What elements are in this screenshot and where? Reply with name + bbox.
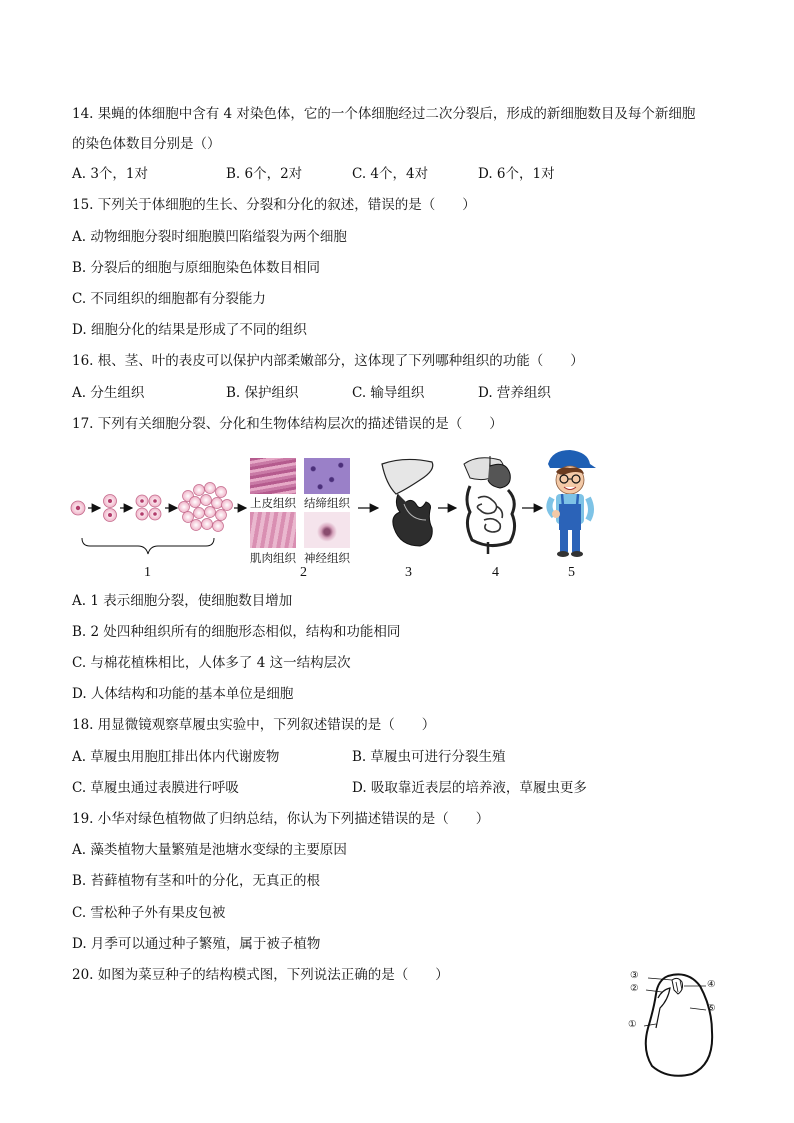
label-nerve-tissue: 神经组织	[304, 551, 350, 565]
label-connective-tissue: 结缔组织	[304, 496, 350, 510]
q18-option-b: B. 草履虫可进行分裂生殖	[352, 749, 506, 765]
seed-label-3: ③	[630, 970, 639, 981]
q14-stem-line1: 14. 果蝇的体细胞中含有 4 对染色体，它的一个体细胞经过二次分裂后，形成的新细胞数目及每个新细胞	[72, 106, 696, 122]
q16-option-b: B. 保护组织	[226, 385, 299, 401]
epithelial-tissue-image	[250, 458, 296, 494]
q14-option-a: A. 3个，1对	[72, 166, 149, 182]
q15-option-d: D. 细胞分化的结果是形成了不同的组织	[72, 322, 307, 338]
stage-number-5: 5	[568, 565, 575, 580]
q14-option-d: D. 6个，1对	[478, 166, 555, 182]
q16-option-a: A. 分生组织	[72, 385, 145, 401]
digestive-system	[464, 456, 515, 554]
stage-number-2: 2	[300, 565, 307, 580]
q16-option-c: C. 输导组织	[352, 385, 425, 401]
q20-stem: 20. 如图为菜豆种子的结构模式图，下列说法正确的是（ ）	[72, 967, 449, 983]
q17-figure	[60, 450, 620, 585]
q15-option-b: B. 分裂后的细胞与原细胞染色体数目相同	[72, 260, 321, 276]
connective-tissue-image	[304, 458, 350, 494]
seed-label-5: ⑤	[707, 1003, 716, 1014]
cell-cluster	[179, 483, 233, 532]
q19-option-d: D. 月季可以通过种子繁殖，属于被子植物	[72, 936, 321, 952]
q18-stem: 18. 用显微镜观察草履虫实验中，下列叙述错误的是（ ）	[72, 717, 436, 733]
q19-option-a: A. 藻类植物大量繁殖是池塘水变绿的主要原因	[72, 842, 347, 858]
q18-option-d: D. 吸取靠近表层的培养液，草履虫更多	[352, 780, 587, 796]
q16-option-d: D. 营养组织	[478, 385, 551, 401]
q19-stem: 19. 小华对绿色植物做了归纳总结，你认为下列描述错误的是（ ）	[72, 811, 490, 827]
q14-option-c: C. 4个，4对	[352, 166, 429, 182]
stage-number-3: 3	[405, 565, 412, 580]
q19-option-b: B. 苔藓植物有茎和叶的分化，无真正的根	[72, 873, 321, 889]
seed-label-4: ④	[707, 979, 716, 990]
muscle-tissue-image	[250, 512, 296, 548]
organ-liver-stomach	[382, 459, 433, 546]
label-epithelial-tissue: 上皮组织	[250, 496, 296, 510]
q17-option-a: A. 1 表示细胞分裂，使细胞数目增加	[72, 593, 293, 609]
bean-seed-figure	[628, 968, 728, 1080]
q18-option-a: A. 草履虫用胞肛排出体内代谢废物	[72, 749, 280, 765]
stage-number-1: 1	[144, 565, 151, 580]
q17-stem: 17. 下列有关细胞分裂、分化和生物体结构层次的描述错误的是（ ）	[72, 416, 503, 432]
q16-stem: 16. 根、茎、叶的表皮可以保护内部柔嫩部分，这体现了下列哪种组织的功能（ ）	[72, 353, 584, 369]
q14-option-b: B. 6个，2对	[226, 166, 303, 182]
seed-label-1: ①	[628, 1019, 637, 1030]
human-figure	[548, 450, 596, 557]
q18-option-c: C. 草履虫通过表膜进行呼吸	[72, 780, 239, 796]
q14-stem-line2: 的染色体数目分别是（）	[72, 136, 221, 152]
q15-option-c: C. 不同组织的细胞都有分裂能力	[72, 291, 266, 307]
q17-option-d: D. 人体结构和功能的基本单位是细胞	[72, 686, 294, 702]
q15-stem: 15. 下列关于体细胞的生长、分裂和分化的叙述，错误的是（ ）	[72, 197, 476, 213]
q17-option-b: B. 2 处四种组织所有的细胞形态相似，结构和功能相同	[72, 624, 401, 640]
q15-option-a: A. 动物细胞分裂时细胞膜凹陷缢裂为两个细胞	[72, 229, 347, 245]
stage-number-4: 4	[492, 565, 499, 580]
seed-label-2: ②	[630, 983, 639, 994]
nerve-tissue-image	[304, 512, 350, 548]
label-muscle-tissue: 肌肉组织	[250, 551, 296, 565]
q17-option-c: C. 与棉花植株相比，人体多了 4 这一结构层次	[72, 655, 351, 671]
q19-option-c: C. 雪松种子外有果皮包被	[72, 905, 226, 921]
